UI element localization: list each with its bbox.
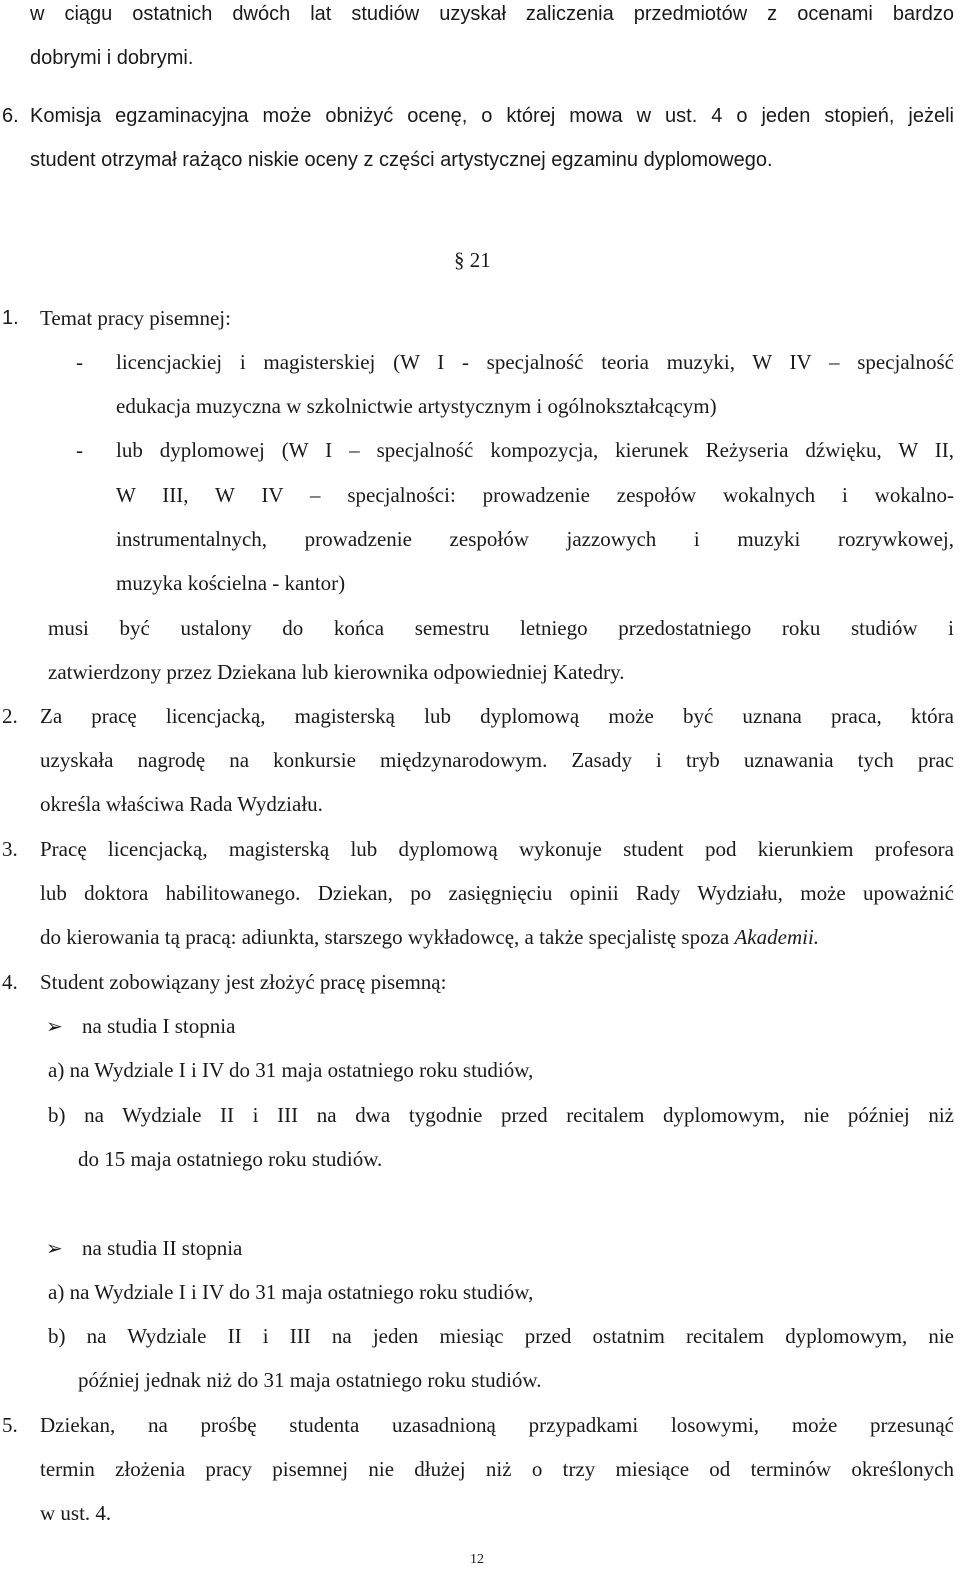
continuation-line-1: w ciągu ostatnich dwóch lat studiów uzyskał zaliczenia przedmiotów z ocenami bardzo: [30, 3, 954, 25]
study-level-1-item-b-line-1: b) na Wydziale II i III na dwa tygodnie przed recitalem dyplomowym, nie później niż: [48, 1103, 954, 1127]
paragraph-1-item-a-line-2: edukacja muzyczna w szkolnictwie artystycznym i ogólnokształcącym): [116, 394, 717, 418]
paragraph-1-item-a-line-1: licencjackiej i magisterskiej (W I - specjalność teoria muzyki, W IV – specjalność: [116, 350, 954, 374]
paragraph-1-item-b-line-2: W III, W IV – specjalności: prowadzenie zespołów wokalnych i wokalno-: [116, 483, 954, 507]
paragraph-1-end-line-1: musi być ustalony do końca semestru letniego przedostatniego roku studiów i: [48, 616, 954, 640]
paragraph-1-intro: Temat pracy pisemnej:: [40, 306, 231, 330]
study-level-1-item-b-line-2: do 15 maja ostatniego roku studiów.: [78, 1147, 383, 1171]
dash-marker: -: [76, 438, 83, 462]
paragraph-4-intro: Student zobowiązany jest złożyć pracę pisemną:: [40, 970, 447, 994]
section-symbol: §: [454, 248, 465, 272]
study-level-2-item-b-line-1: b) na Wydziale II i III na jeden miesiąc przed ostatnim recitalem dyplomowym, nie: [48, 1324, 954, 1348]
paragraph-5-line-2: termin złożenia pracy pisemnej nie dłużej niż o trzy miesiące od terminów określonych: [40, 1457, 954, 1481]
section-number: 21: [469, 248, 491, 272]
paragraph-2-line-2: uzyskała nagrodę na konkursie międzynarodowym. Zasady i tryb uznawania tych prac: [40, 748, 954, 772]
paragraph-3-line-1: Pracę licencjacką, magisterską lub dyplomową wykonuje student pod kierunkiem profesora: [40, 837, 954, 861]
paragraph-3-line-3: [40, 923, 819, 951]
arrow-bullet-icon: ➢: [46, 1014, 63, 1038]
paragraph-3-line-3-text: do kierowania tą pracą: adiunkta, starszego wykładowcę, a także specjalistę spoza: [40, 925, 730, 949]
paragraph-6-line-2: student otrzymał rażąco niskie oceny z części artystycznej egzaminu dyplomowego.: [30, 149, 773, 171]
paragraph-5-number: 5.: [2, 1413, 18, 1437]
paragraph-3-number: 3.: [2, 837, 18, 861]
arrow-bullet-icon: ➢: [46, 1236, 63, 1260]
paragraph-2-line-3: określa właściwa Rada Wydziału.: [40, 792, 323, 816]
paragraph-6-line-1: Komisja egzaminacyjna może obniżyć ocenę, o której mowa w ust. 4 o jeden stopień, jeżeli: [30, 105, 954, 127]
study-level-2-item-a: a) na Wydziale I i IV do 31 maja ostatniego roku studiów,: [48, 1280, 534, 1304]
paragraph-6-number: 6.: [2, 105, 19, 127]
study-level-1-title: na studia I stopnia: [82, 1014, 236, 1038]
page-number: 12: [470, 1552, 484, 1567]
paragraph-5-line-1: Dziekan, na prośbę studenta uzasadnioną przypadkami losowymi, może przesunąć: [40, 1413, 954, 1437]
paragraph-3-italic-term: Akademii.: [734, 925, 820, 949]
paragraph-1-end-line-2: zatwierdzony przez Dziekana lub kierownika odpowiedniej Katedry.: [48, 660, 625, 684]
paragraph-2-number: 2.: [2, 704, 18, 728]
section-heading: [454, 246, 491, 274]
study-level-2-item-b-line-2: później jednak niż do 31 maja ostatniego roku studiów.: [78, 1368, 542, 1392]
paragraph-1-number: 1.: [2, 307, 19, 329]
study-level-1-item-a: a) na Wydziale I i IV do 31 maja ostatniego roku studiów,: [48, 1058, 534, 1082]
paragraph-4-number: 4.: [2, 970, 18, 994]
paragraph-5-line-3: w ust. 4.: [40, 1501, 112, 1525]
paragraph-2-line-1: Za pracę licencjacką, magisterską lub dyplomową może być uznana praca, która: [40, 704, 954, 728]
continuation-line-2: dobrymi i dobrymi.: [30, 47, 194, 69]
paragraph-1-item-b-line-3: instrumentalnych, prowadzenie zespołów jazzowych i muzyki rozrywkowej,: [116, 527, 954, 551]
paragraph-1-item-b-line-4: muzyka kościelna - kantor): [116, 571, 346, 595]
study-level-2-title: na studia II stopnia: [82, 1236, 243, 1260]
dash-marker: -: [76, 350, 83, 374]
paragraph-1-item-b-line-1: lub dyplomowej (W I – specjalność kompozycja, kierunek Reżyseria dźwięku, W II,: [116, 438, 954, 462]
paragraph-3-line-2: lub doktora habilitowanego. Dziekan, po zasięgnięciu opinii Rady Wydziału, może upoważnić: [40, 881, 954, 905]
